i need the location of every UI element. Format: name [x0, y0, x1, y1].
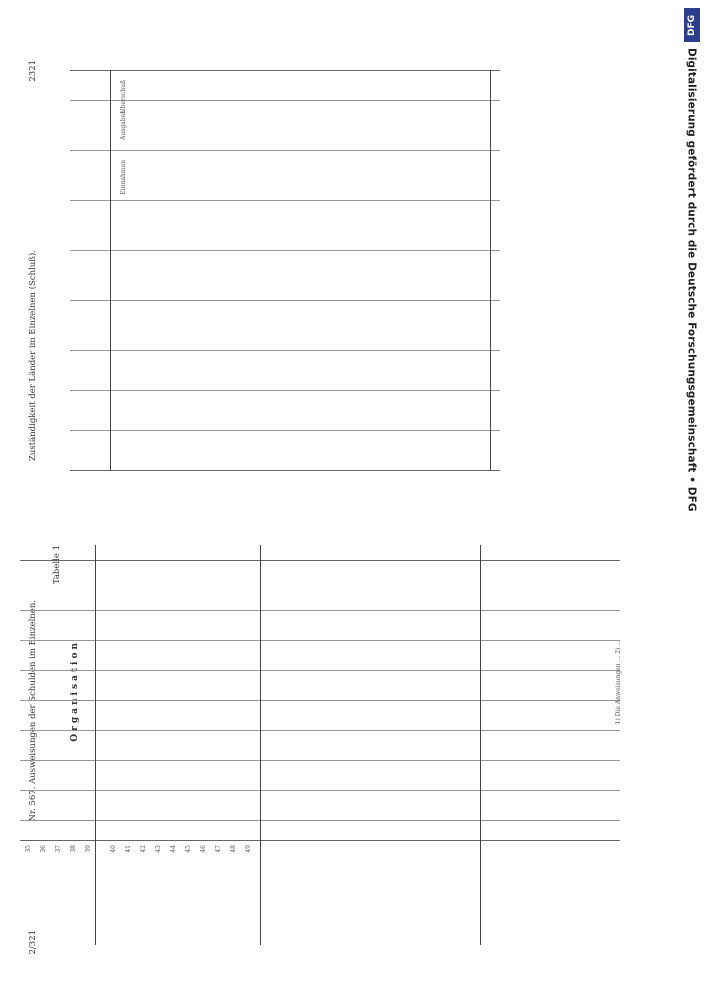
row-number: 44: [170, 845, 177, 853]
section-title: Organisation: [70, 640, 80, 742]
rotated-table-spread: [10, 0, 670, 1000]
right-running-head: Zuständigkeit der Länder im Einzelnen (Schluß).: [28, 250, 38, 462]
rule: [70, 350, 500, 351]
left-running-head: Nr. 567. Ausweisungen der Schulden im Einzelnen.: [28, 600, 38, 822]
dfg-sidebar: [676, 0, 707, 1000]
footnotes: 1) Die Anweisungen ... 2) ...: [615, 640, 622, 725]
row-number: 43: [155, 845, 162, 853]
row-number: 39: [85, 845, 92, 853]
rule: [20, 840, 620, 841]
row-number: 47: [215, 845, 222, 853]
rule: [260, 545, 261, 945]
left-page-number: 2/321: [28, 930, 38, 955]
row-number: 36: [40, 845, 47, 853]
col-header: Ausgaben: [120, 110, 127, 140]
rule: [20, 700, 620, 701]
rule: [70, 70, 500, 71]
rule: [20, 640, 620, 641]
row-number: 41: [125, 845, 132, 853]
rule: [20, 820, 620, 821]
rule: [20, 670, 620, 671]
rule: [70, 430, 500, 431]
table-label: Tabelle 1: [52, 545, 62, 585]
row-number: 42: [140, 845, 147, 853]
row-number: 46: [200, 845, 207, 853]
rule: [20, 760, 620, 761]
rule: [70, 200, 500, 201]
row-number: 35: [25, 845, 32, 853]
rule: [95, 545, 96, 945]
row-number: 49: [245, 845, 252, 853]
rule: [20, 790, 620, 791]
row-number: 48: [230, 845, 237, 853]
col-header: Überschuß: [120, 80, 127, 114]
row-number: 38: [70, 845, 77, 853]
row-number: 40: [110, 845, 117, 853]
right-page-number: 2321: [28, 60, 38, 82]
rule: [70, 300, 500, 301]
rule: [20, 730, 620, 731]
rule: [70, 100, 500, 101]
rule: [20, 560, 620, 561]
rule: [70, 250, 500, 251]
rule: [20, 610, 620, 611]
row-number: 37: [55, 845, 62, 853]
row-number: 45: [185, 845, 192, 853]
rule: [70, 150, 500, 151]
rule: [70, 470, 500, 471]
dfg-credit: Digitalisierung gefördert durch die Deutsche Forschungsgemeinschaft • DFG: [685, 48, 698, 512]
rule: [480, 545, 481, 945]
rule: [110, 70, 111, 470]
rule: [490, 70, 491, 470]
col-header: Einnahmen: [120, 160, 127, 195]
rule: [70, 390, 500, 391]
dfg-logo: DFG: [684, 8, 700, 42]
